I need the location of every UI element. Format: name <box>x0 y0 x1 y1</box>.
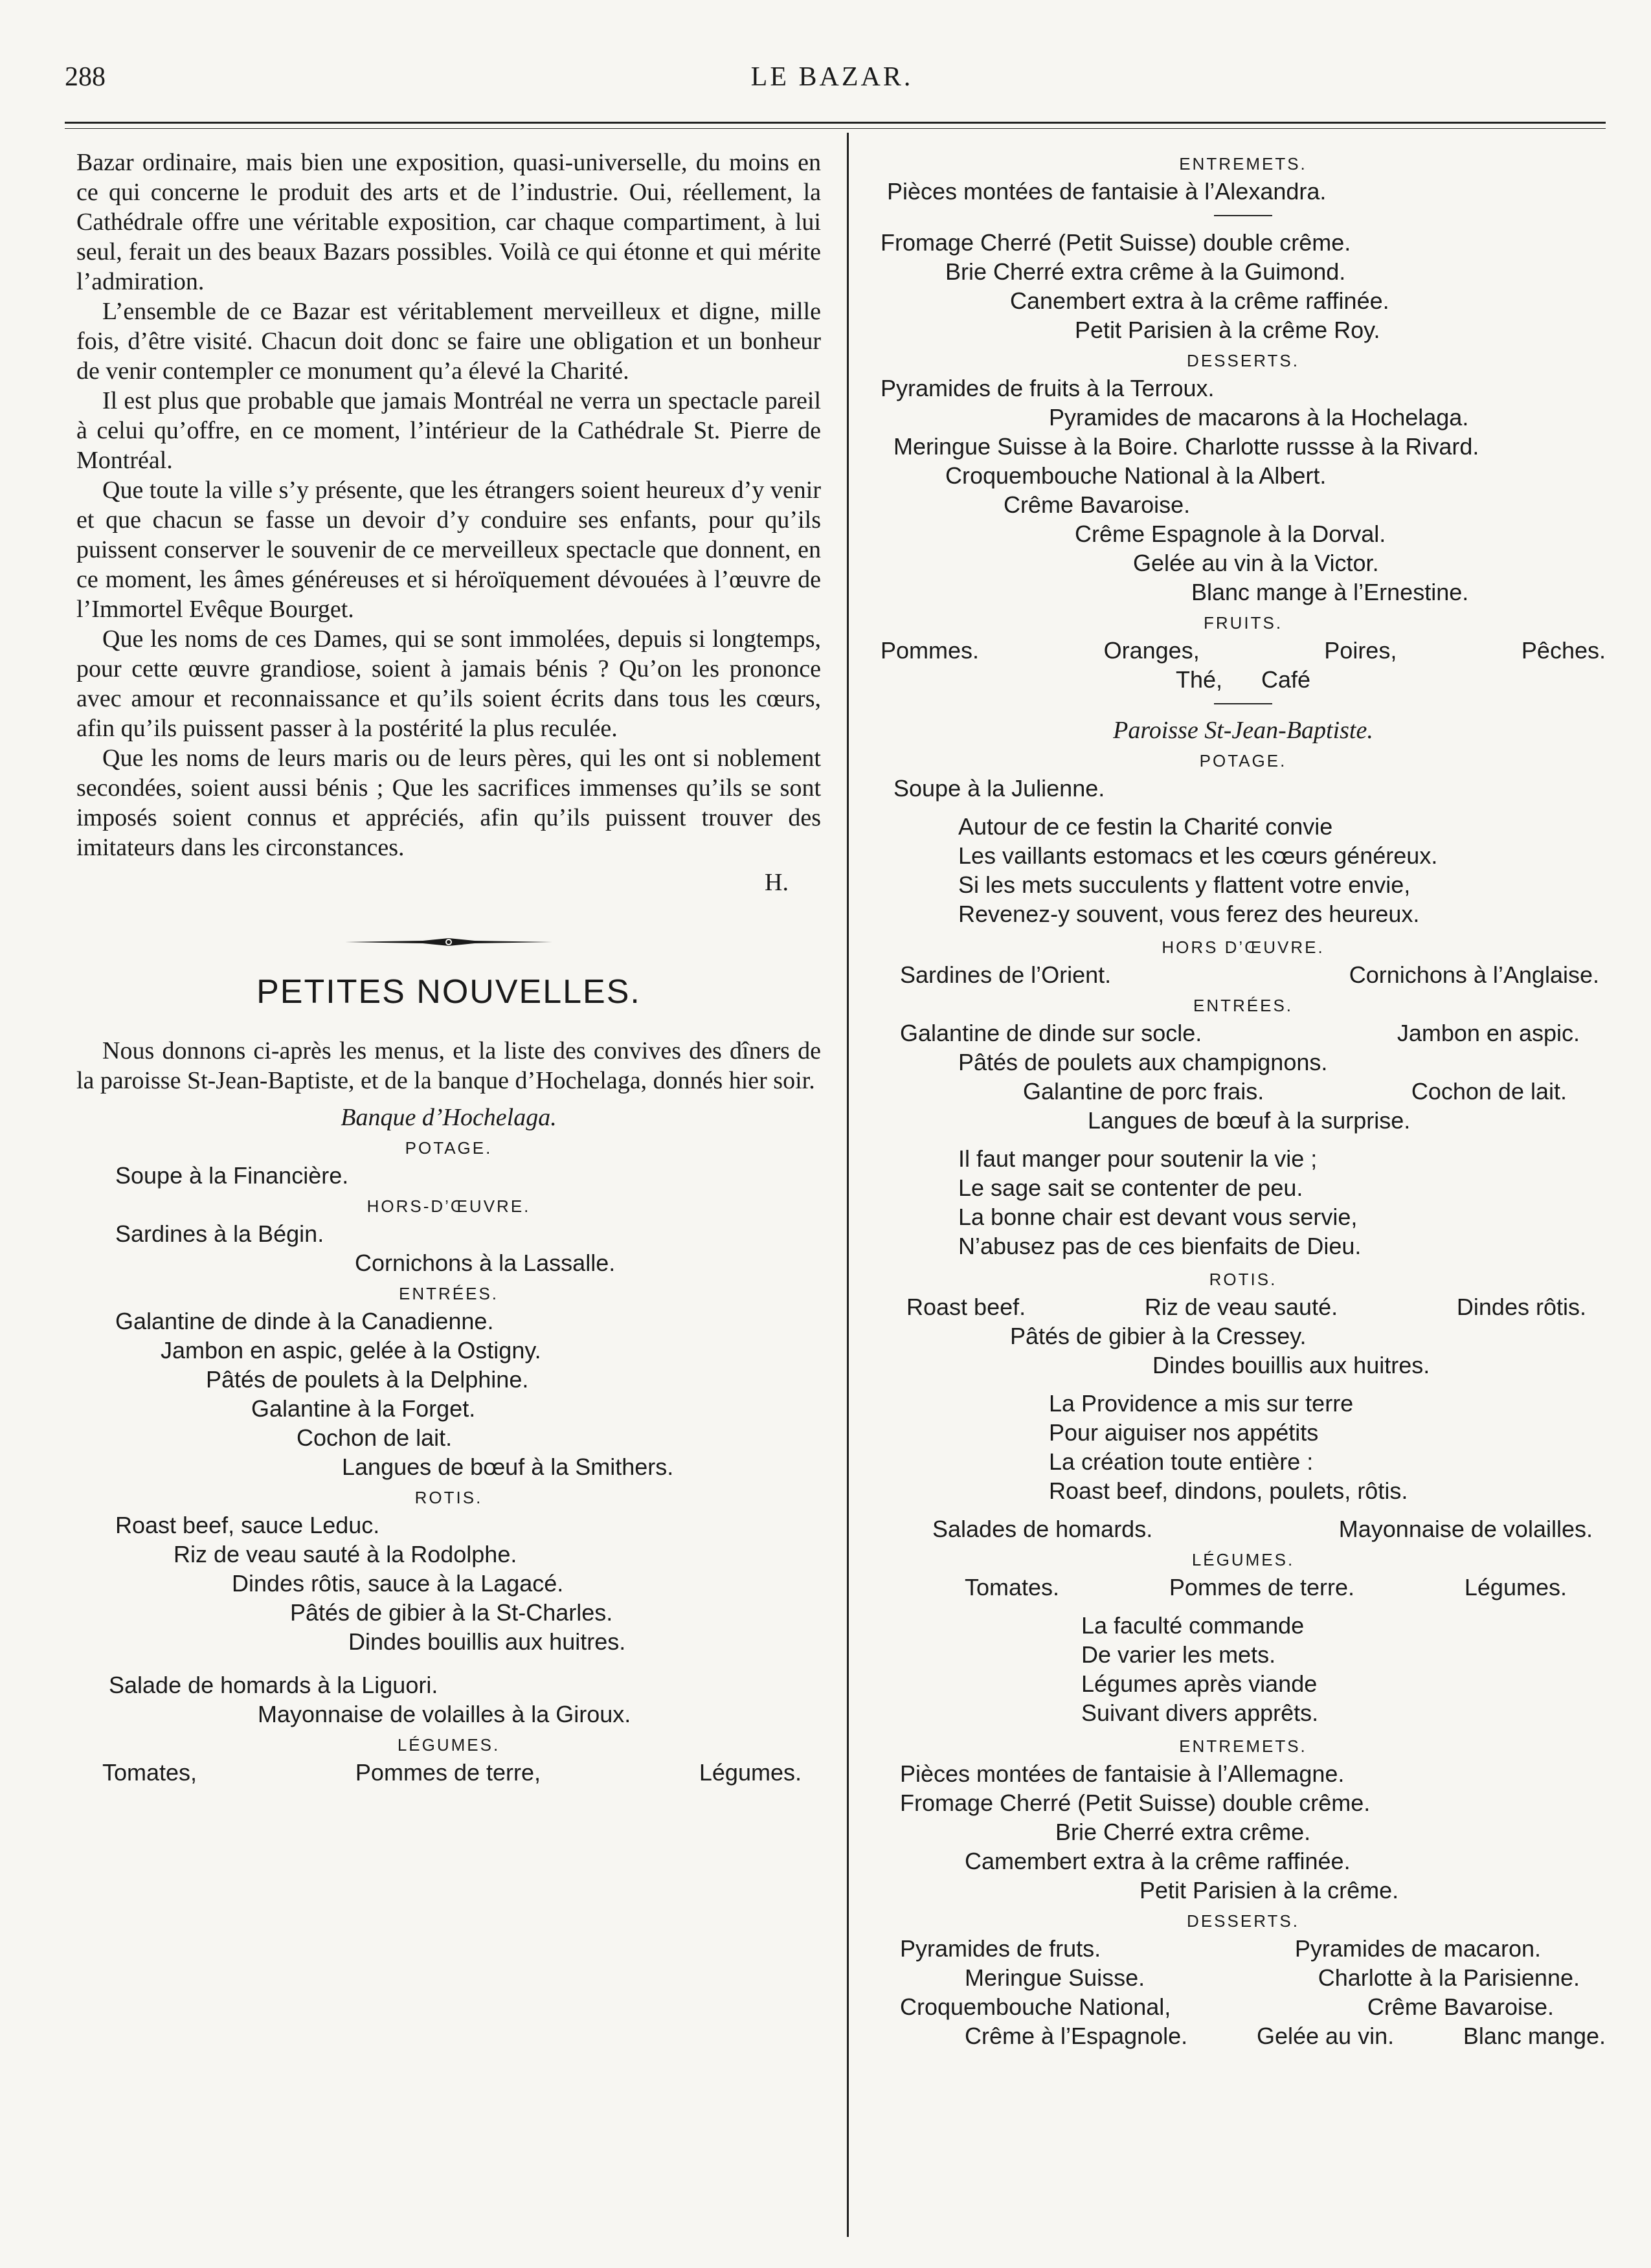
menu-item: Dindes bouillis aux huitres. <box>348 1628 626 1655</box>
menu-item: Pommes de terre, <box>355 1759 541 1786</box>
verse <box>881 812 1606 928</box>
news-intro: Nous donnons ci-après les menus, et la liste des convives des dîners de la paroisse St-Jean-Baptiste, et de la banque d’Hochelaga, donnés hier soir. <box>76 1037 821 1094</box>
menu-item: Crême Bavaroise. <box>1004 491 1191 518</box>
menu-row <box>881 1018 1606 1048</box>
menu-item: Cochon de lait. <box>1411 1078 1567 1105</box>
menu-item: Blanc mange à l’Ernestine. <box>1191 579 1469 605</box>
article-paragraph: L’ensemble de ce Bazar est véritablement merveilleux et digne, mille fois, d’être visité. Chacun doit donc se faire une obligation et un bonheur de venir contempler ce monument qu’a élevé la Charité. <box>76 298 821 385</box>
menu-item: Mayonnaise de volailles. <box>1338 1516 1593 1542</box>
verse-line: Les vaillants estomacs et les cœurs généreux. <box>958 842 1438 869</box>
menu-item: Salade de homards à la Liguori. <box>109 1672 438 1698</box>
menu-item: Sardines à la Bégin. <box>115 1220 324 1247</box>
menu-row <box>76 1758 821 1787</box>
menu-item: Poires, <box>1324 637 1397 664</box>
page-header <box>65 62 1599 100</box>
menu-item: Petit Parisien à la crême Roy. <box>1075 317 1380 343</box>
menu-item: Galantine de dinde à la Canadienne. <box>115 1308 494 1334</box>
menu-item: Pommes de terre. <box>1169 1574 1355 1600</box>
menu-item: Riz de veau sauté à la Rodolphe. <box>174 1541 517 1567</box>
menu-item: Salades de homards. <box>932 1516 1153 1542</box>
verse-line: Légumes après viande <box>1081 1670 1318 1697</box>
menu-row <box>881 1992 1606 2021</box>
menu-item: Petit Parisien à la crême. <box>1140 1877 1399 1903</box>
menu-hochelaga <box>76 1103 821 1787</box>
verse-line: Roast beef, dindons, poulets, rôtis. <box>1049 1477 1408 1504</box>
article-paragraph: Il est plus que probable que jamais Montréal ne verra un spectacle pareil à celui qu’offre, en ce moment, l’intérieur de la Cathédrale St. Pierre de Montréal. <box>76 387 821 474</box>
menu-item: Jambon en aspic, gelée à la Ostigny. <box>161 1337 541 1364</box>
menu-item: Soupe à la Julienne. <box>893 775 1105 802</box>
menu-item: Pyramides de fruts. <box>900 1935 1101 1962</box>
menu-item: Gelée au vin à la Victor. <box>1133 550 1379 576</box>
section-heading: LÉGUMES. <box>1191 1550 1295 1569</box>
menu-item: Camembert extra à la crême raffinée. <box>965 1848 1351 1874</box>
news-title: PETITES NOUVELLES. <box>256 973 641 1011</box>
verse-line: Suivant divers apprêts. <box>1081 1700 1319 1726</box>
section-heading: FRUITS. <box>1203 613 1283 633</box>
menu-item: Pyramides de macaron. <box>1294 1935 1541 1962</box>
menu-item: Soupe à la Financière. <box>115 1162 349 1189</box>
dash-divider <box>1214 215 1272 216</box>
menu-row <box>881 665 1606 694</box>
menu-item: Charlotte à la Parisienne. <box>1318 1964 1580 1991</box>
menu-item: Galantine de dinde sur socle. <box>900 1020 1202 1046</box>
menu-row <box>881 1514 1606 1544</box>
menu-title: Banque d’Hochelaga. <box>341 1104 557 1131</box>
section-heading: ENTRÉES. <box>1193 996 1294 1015</box>
page-number: 288 <box>65 62 106 92</box>
menu-title: Paroisse St-Jean-Baptiste. <box>1113 717 1373 744</box>
menu-item: Fromage Cherré (Petit Suisse) double crême. <box>881 229 1351 256</box>
menu-row <box>881 1077 1606 1106</box>
menu-item: Pyramides de fruits à la Terroux. <box>881 375 1215 401</box>
verse-line: Autour de ce festin la Charité convie <box>958 813 1333 840</box>
dash-divider <box>1214 703 1272 704</box>
menu-item: Crême Bavaroise. <box>1367 1993 1554 2020</box>
article-paragraph: Que toute la ville s’y présente, que les étrangers soient heureux d’y venir et que chacun se fasse un devoir d’y conduire ses enfants, pour qu’ils puissent conserver le souvenir de ce merveilleux spectacle que donnent, en ce moment, les âmes généreuses et si héroïquement dévouées à l’œuvre de l’Immortel Evêque Bourget. <box>76 477 821 623</box>
section-heading: ENTREMETS. <box>1179 1736 1307 1756</box>
menu-row <box>881 1292 1606 1321</box>
menu-item: Dindes rôtis. <box>1456 1294 1586 1320</box>
verse-line: La création toute entière : <box>1049 1448 1314 1475</box>
menu-item: Blanc mange. <box>1463 2023 1606 2049</box>
menu-item: Thé, <box>1175 666 1222 693</box>
verse-line: La faculté commande <box>1081 1612 1305 1639</box>
menu-row <box>881 1934 1606 1963</box>
menu-item: Jambon en aspic. <box>1397 1020 1580 1046</box>
verse-line: N’abusez pas de ces bienfaits de Dieu. <box>958 1233 1362 1259</box>
section-heading: POTAGE. <box>1199 751 1287 770</box>
left-column <box>76 148 821 1787</box>
column-separator <box>847 133 849 2237</box>
menu-item: Meringue Suisse. <box>965 1964 1145 1991</box>
section-heading: ROTIS. <box>414 1488 483 1507</box>
menu-item: Pâtés de poulets aux champignons. <box>958 1049 1328 1075</box>
verse-line: La bonne chair est devant vous servie, <box>958 1204 1358 1230</box>
section-heading: LÉGUMES. <box>397 1735 500 1755</box>
verse-line: Si les mets succulents y flattent votre envie, <box>958 871 1411 898</box>
menu-item: Langues de bœuf à la surprise. <box>1088 1107 1411 1134</box>
menu-item: Pièces montées de fantaisie à l’Alexandra. <box>887 178 1327 205</box>
verse-line: Le sage sait se contenter de peu. <box>958 1174 1303 1201</box>
article-paragraph: Bazar ordinaire, mais bien une exposition, quasi-universelle, du moins en ce qui concerne le produit des arts et de l’industrie. Oui, réellement, la Cathédrale offre une véritable exposition, car chaque compartiment, à lui seul, ferait un des beaux Bazars possibles. Voilà ce qui étonne et qui mérite l’admiration. <box>76 149 821 295</box>
menu-item: Cornichons à l’Anglaise. <box>1349 961 1599 988</box>
menu-item: Pâtés de gibier à la St-Charles. <box>290 1599 613 1626</box>
header-rule-thin <box>65 128 1606 129</box>
menu-row <box>881 1573 1606 1602</box>
menu-item: Roast beef. <box>906 1294 1026 1320</box>
right-column <box>881 148 1606 2050</box>
menu-item: Dindes bouillis aux huitres. <box>1152 1352 1430 1378</box>
menu-item: Roast beef, sauce Leduc. <box>115 1512 380 1538</box>
section-heading: POTAGE. <box>405 1138 493 1158</box>
verse <box>881 1389 1606 1505</box>
section-heading: DESSERTS. <box>1187 1911 1299 1931</box>
menu-item: Tomates, <box>102 1759 197 1786</box>
menu-item: Galantine à la Forget. <box>251 1395 476 1422</box>
menu-item: Mayonnaise de volailles à la Giroux. <box>258 1701 631 1727</box>
article-paragraph: Que les noms de ces Dames, qui se sont immolées, depuis si longtemps, pour cette œuvre grandiose, soient à jamais bénis ? Qu’on les prononce avec amour et reconnaissance et qu’ils soient écrits dans tous les cœurs, afin qu’ils puissent passer à la postérité la plus reculée. <box>76 625 821 742</box>
verse-line: La Providence a mis sur terre <box>1049 1390 1354 1417</box>
menu-item: Légumes. <box>699 1759 802 1786</box>
menu-item: Pêches. <box>1521 637 1606 664</box>
menu-row <box>881 636 1606 665</box>
verse <box>881 1611 1606 1727</box>
menu-item: Tomates. <box>965 1574 1060 1600</box>
menu-item: Pièces montées de fantaisie à l’Allemagne. <box>900 1760 1345 1787</box>
header-rule <box>65 122 1606 124</box>
menu-item: Oranges, <box>1103 637 1200 664</box>
verse-line: Pour aiguiser nos appétits <box>1049 1419 1319 1446</box>
menu-item: Crême à l’Espagnole. <box>965 2023 1188 2049</box>
section-heading: ROTIS. <box>1209 1270 1277 1289</box>
menu-item: Cochon de lait. <box>297 1424 453 1451</box>
section-heading: ENTRÉES. <box>398 1284 499 1303</box>
menu-item: Dindes rôtis, sauce à la Lagacé. <box>232 1570 564 1597</box>
menu-item: Langues de bœuf à la Smithers. <box>342 1454 674 1480</box>
menu-item: Meringue Suisse à la Boire. Charlotte russse à la Rivard. <box>893 433 1479 460</box>
menu-item: Café <box>1261 666 1311 693</box>
menu-item: Cornichons à la Lassalle. <box>355 1250 616 1276</box>
menu-item: Pâtés de gibier à la Cressey. <box>1010 1323 1307 1349</box>
menu-item: Croquembouche National, <box>900 1993 1171 2020</box>
menu-item: Canembert extra à la crême raffinée. <box>1010 287 1389 314</box>
menu-item: Légumes. <box>1464 1574 1567 1600</box>
verse-line: Revenez-y souvent, vous ferez des heureux. <box>958 901 1420 927</box>
running-title: LE BAZAR. <box>750 62 914 92</box>
menu-item: Croquembouche National à la Albert. <box>945 462 1327 489</box>
section-heading: DESSERTS. <box>1187 351 1299 370</box>
article-signature: H. <box>765 869 789 896</box>
menu-item: Pommes. <box>881 637 980 664</box>
verse-line: De varier les mets. <box>1081 1641 1276 1668</box>
menu-item: Pâtés de poulets à la Delphine. <box>206 1366 529 1393</box>
menu-item: Galantine de porc frais. <box>1023 1078 1264 1105</box>
article-paragraph: Que les noms de leurs maris ou de leurs pères, qui les ont si noblement secondées, soient aussi bénis ; Que les sacrifices immenses qu’ils se sont imposés soient connus et appréciés, afin qu’ils puissent trouver des imitateurs dans les circonstances. <box>76 745 821 861</box>
menu-item: Sardines de l’Orient. <box>900 961 1112 988</box>
menu-item: Pyramides de macarons à la Hochelaga. <box>1049 404 1469 431</box>
menu-row <box>881 2021 1606 2050</box>
menu-item: Fromage Cherré (Petit Suisse) double crême. <box>900 1790 1371 1816</box>
menu-item: Riz de veau sauté. <box>1144 1294 1338 1320</box>
menu-item: Brie Cherré extra crême. <box>1055 1819 1311 1845</box>
menu-item: Gelée au vin. <box>1256 2023 1395 2049</box>
menu-row <box>881 960 1606 989</box>
section-heading: ENTREMETS. <box>1179 154 1307 174</box>
section-heading: HORS-D’ŒUVRE. <box>366 1196 531 1216</box>
menu-row <box>881 1963 1606 1992</box>
verse-line: Il faut manger pour soutenir la vie ; <box>958 1145 1318 1172</box>
ornament-divider <box>345 938 552 947</box>
menu-item: Crême Espagnole à la Dorval. <box>1075 521 1386 547</box>
section-heading: HORS D’ŒUVRE. <box>1162 938 1325 957</box>
menu-item: Brie Cherré extra crême à la Guimond. <box>945 258 1346 285</box>
verse <box>881 1144 1606 1261</box>
